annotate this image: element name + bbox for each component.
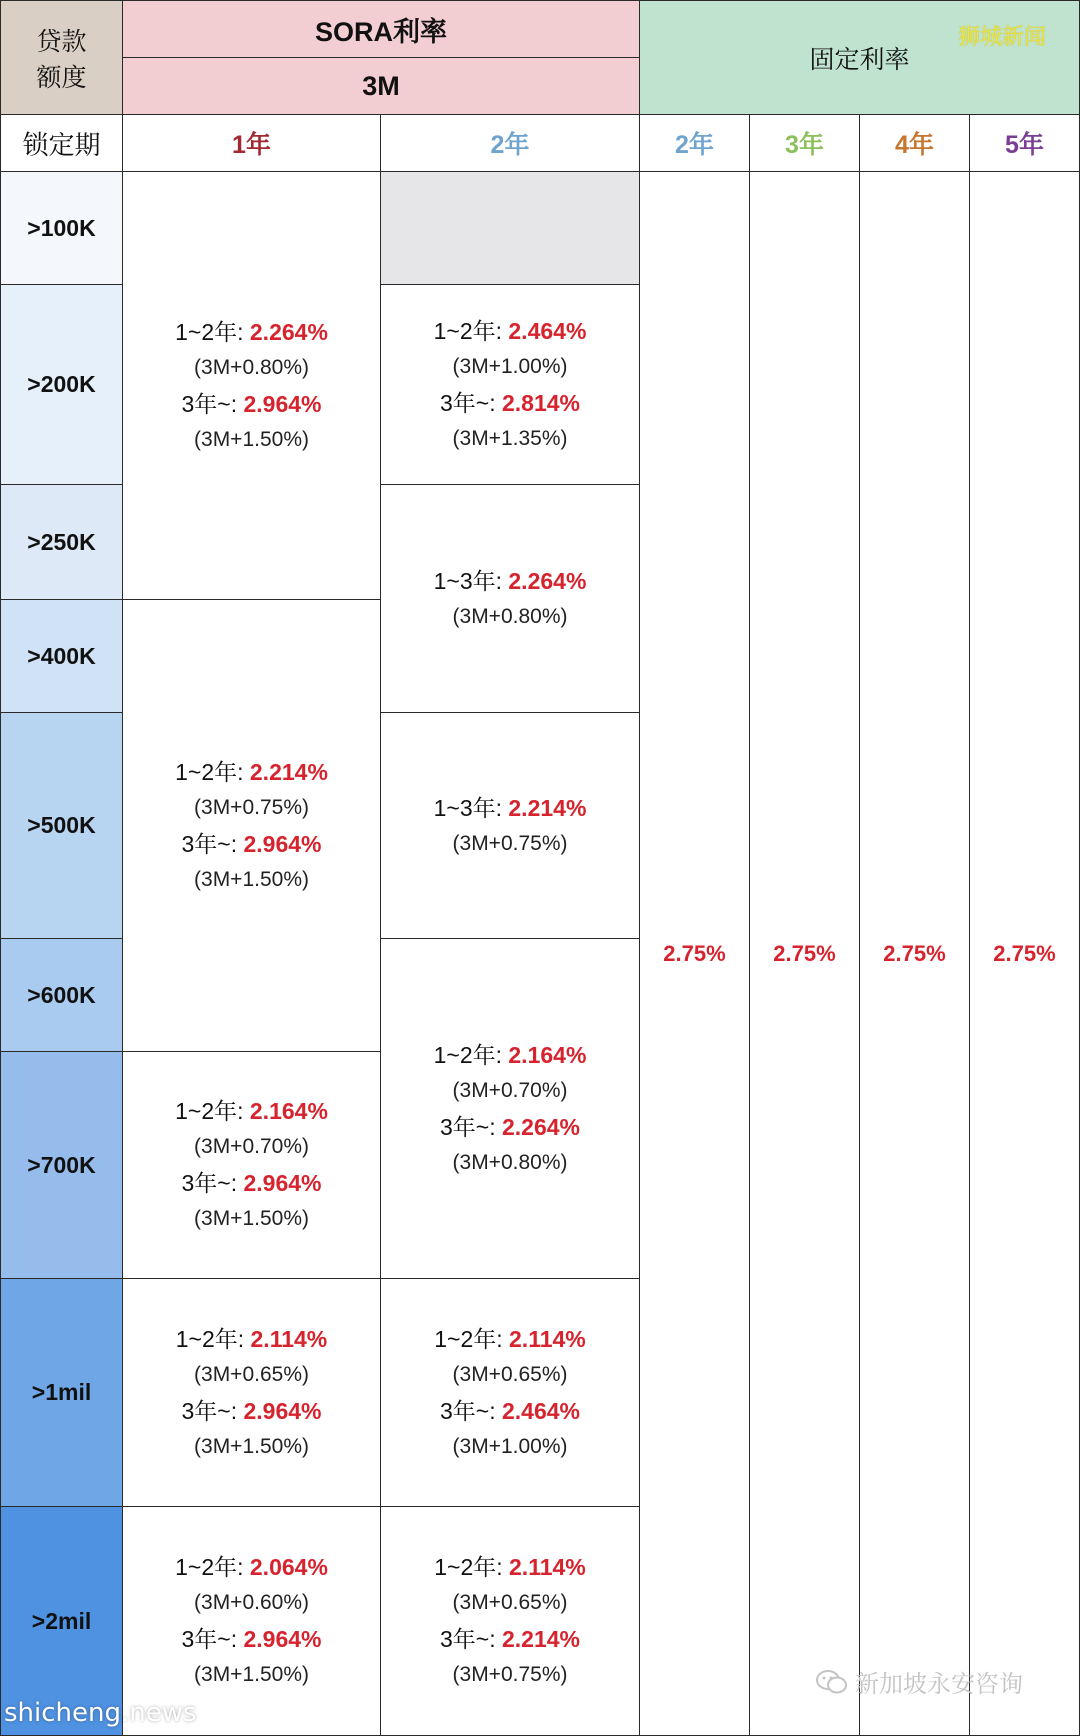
rate-line: [181, 1165, 321, 1201]
rate-value: 2.964%: [243, 1626, 322, 1652]
rate-value: 2.214%: [249, 758, 328, 785]
rate-period-label: 3年~:: [439, 1626, 502, 1652]
rate-period-label: 1~2年:: [175, 758, 250, 785]
tenor-label: 4年: [895, 131, 934, 159]
rate-period-label: 1~3年:: [433, 567, 509, 594]
rate-period-label: 1~2年:: [175, 1554, 250, 1580]
rate-value: 2.264%: [508, 567, 587, 594]
rate-period-label: 3年~:: [181, 1397, 244, 1424]
rate-period-label: 1~2年:: [433, 1041, 509, 1068]
rate-line: [181, 1621, 321, 1657]
fixed-rate-value: 2.75%: [773, 940, 836, 966]
spread-text: (3M+0.80%): [452, 604, 568, 628]
rate-value: 2.464%: [508, 317, 587, 344]
loan-amount-header: [0, 0, 123, 115]
rate-line: [440, 385, 580, 421]
spread-text: (3M+0.75%): [452, 1663, 568, 1686]
spread-text: (3M+0.80%): [194, 355, 309, 379]
rate-value: 2.114%: [509, 1325, 586, 1352]
amount-label: >700K: [27, 1151, 96, 1178]
sora-2y-empty-cell: [380, 171, 640, 285]
rate-value: 2.214%: [508, 794, 587, 821]
sora-2y-cell: [380, 284, 640, 485]
rate-line: [181, 386, 321, 422]
watermark-bottom-left: shicheng.news: [4, 1698, 197, 1728]
rate-period-label: 1~2年:: [433, 317, 509, 344]
spread-text: (3M+0.70%): [194, 1135, 309, 1158]
fixed-rate-value: 2.75%: [993, 940, 1056, 966]
rate-value: 2.164%: [249, 1098, 328, 1124]
spread-text: (3M+1.50%): [194, 427, 309, 451]
amount-label: >100K: [27, 214, 96, 241]
rate-value: 2.814%: [502, 389, 581, 416]
rate-value: 2.264%: [249, 318, 328, 345]
amount-cell: [0, 1278, 123, 1507]
amount-cell: [0, 171, 123, 285]
rate-period-label: 3年~:: [181, 390, 244, 417]
amount-label: >400K: [27, 642, 96, 669]
spread-text: (3M+0.60%): [194, 1591, 309, 1614]
rate-line: [175, 754, 328, 790]
spread-text: (3M+1.50%): [194, 1434, 309, 1458]
tenor-label: 2年: [490, 131, 530, 159]
amount-label: >600K: [27, 981, 96, 1008]
rate-period-label: 1~2年:: [434, 1325, 510, 1352]
sora-1y-cell: [122, 1278, 381, 1507]
rate-line: [175, 1549, 328, 1585]
spread-text: (3M+0.75%): [452, 831, 568, 855]
tenor-header-5: [859, 114, 970, 172]
tenor-label: 1年: [232, 131, 271, 159]
rate-value: 2.214%: [502, 1626, 581, 1652]
amount-cell: [0, 284, 123, 485]
sora-2y-cell: [380, 484, 640, 713]
rate-period-label: 1~3年:: [433, 794, 509, 821]
tenor-header-6: [969, 114, 1080, 172]
lock-period-label: 锁定期: [22, 129, 101, 160]
rate-value: 2.114%: [250, 1325, 328, 1352]
amount-label: >500K: [27, 812, 96, 838]
spread-text: (3M+1.35%): [452, 426, 568, 450]
sora-1y-cell: [122, 1051, 381, 1279]
rate-value: 2.114%: [509, 1554, 586, 1580]
fixed-rate-value: 2.75%: [883, 940, 946, 966]
sora-2y-cell: [380, 1278, 640, 1507]
amount-cell: [0, 1051, 123, 1279]
spread-text: (3M+0.65%): [194, 1362, 309, 1386]
rate-line: [440, 1393, 580, 1429]
fixed-rate-value: 2.75%: [663, 940, 726, 966]
fixed-rate-cell: [749, 171, 860, 1736]
fixed-rate-cell: [639, 171, 750, 1736]
rate-period-label: 3年~:: [439, 389, 502, 416]
spread-text: (3M+1.50%): [194, 1207, 309, 1230]
amount-cell: [0, 938, 123, 1052]
amount-label: >1mil: [31, 1379, 92, 1405]
rate-value: 2.964%: [243, 390, 322, 417]
amount-cell: [0, 712, 123, 939]
loan-amount-header-line1: 贷款: [36, 27, 87, 56]
spread-text: (3M+0.75%): [194, 795, 309, 819]
sora-2y-cell: [380, 938, 640, 1279]
spread-text: (3M+0.70%): [452, 1078, 568, 1102]
fixed-header-label: 固定利率: [809, 45, 910, 74]
amount-label: >250K: [27, 528, 96, 555]
rate-line: [181, 1393, 321, 1429]
fixed-rate-cell: [859, 171, 970, 1736]
rate-value: 2.164%: [508, 1041, 587, 1068]
sora-1y-cell: [122, 171, 381, 600]
rate-line: [181, 826, 321, 862]
rate-value: 2.264%: [502, 1113, 581, 1140]
fixed-rate-cell: [969, 171, 1080, 1736]
rate-period-label: 3年~:: [181, 830, 244, 857]
sora-2y-cell: [380, 712, 640, 939]
rate-period-label: 1~2年:: [175, 318, 250, 345]
rate-period-label: 3年~:: [439, 1113, 502, 1140]
spread-text: (3M+0.65%): [452, 1591, 568, 1614]
rate-line: [176, 1321, 328, 1357]
watermark-bottom-right: [815, 1664, 1023, 1699]
rate-period-label: 3年~:: [181, 1626, 244, 1652]
tenor-header-1: [122, 114, 381, 172]
rate-value: 2.464%: [502, 1397, 581, 1424]
tenor-label: 3年: [785, 131, 824, 159]
rate-line: [175, 314, 328, 350]
rate-value: 2.964%: [243, 830, 322, 857]
tenor-label: 2年: [675, 131, 714, 159]
spread-text: (3M+0.80%): [452, 1150, 568, 1174]
wechat-icon: [815, 1669, 849, 1695]
amount-cell: [0, 599, 123, 713]
rate-line: [434, 313, 587, 349]
rate-line: [440, 1109, 580, 1145]
sora-header: [122, 0, 640, 58]
rate-period-label: 3年~:: [181, 1170, 244, 1196]
sora-1y-cell: [122, 599, 381, 1052]
rate-period-label: 1~2年:: [175, 1098, 250, 1124]
rate-value: 2.964%: [243, 1397, 322, 1424]
amount-cell: [0, 484, 123, 600]
sora-header-label: SORA利率: [314, 16, 447, 47]
tenor-header-3: [639, 114, 750, 172]
rate-line: [434, 1321, 586, 1357]
fixed-header: [639, 0, 1080, 115]
watermark-bottom-right-text: 新加坡永安咨询: [855, 1670, 1023, 1698]
rate-line: [434, 1037, 587, 1073]
loan-amount-header-line2: 额度: [36, 63, 87, 92]
tenor-header-2: [380, 114, 640, 172]
tenor-label: 5年: [1005, 131, 1044, 159]
spread-text: (3M+1.50%): [194, 867, 309, 891]
spread-text: (3M+0.65%): [452, 1362, 568, 1386]
spread-text: (3M+1.50%): [194, 1663, 309, 1686]
watermark-top: 狮城新闻: [958, 25, 1047, 50]
rate-period-label: 1~2年:: [434, 1554, 510, 1580]
rate-line: [434, 563, 587, 599]
rate-value: 2.064%: [249, 1554, 328, 1580]
tenor-header-4: [749, 114, 860, 172]
rate-period-label: 1~2年:: [175, 1325, 251, 1352]
rate-period-label: 3年~:: [439, 1397, 502, 1424]
spread-text: (3M+1.00%): [452, 1434, 568, 1458]
sora-2y-cell: [380, 1506, 640, 1736]
lock-period-header: [0, 114, 123, 172]
amount-label: >200K: [27, 371, 96, 397]
amount-label: >2mil: [31, 1607, 92, 1634]
rate-line: [175, 1093, 328, 1129]
rate-value: 2.964%: [243, 1170, 322, 1196]
rate-line: [440, 1621, 580, 1657]
sora-sub-header: [122, 57, 640, 115]
sora-sub-header-label: 3M: [362, 70, 400, 101]
rate-line: [434, 1549, 586, 1585]
spread-text: (3M+1.00%): [452, 354, 568, 378]
rate-line: [434, 790, 587, 826]
